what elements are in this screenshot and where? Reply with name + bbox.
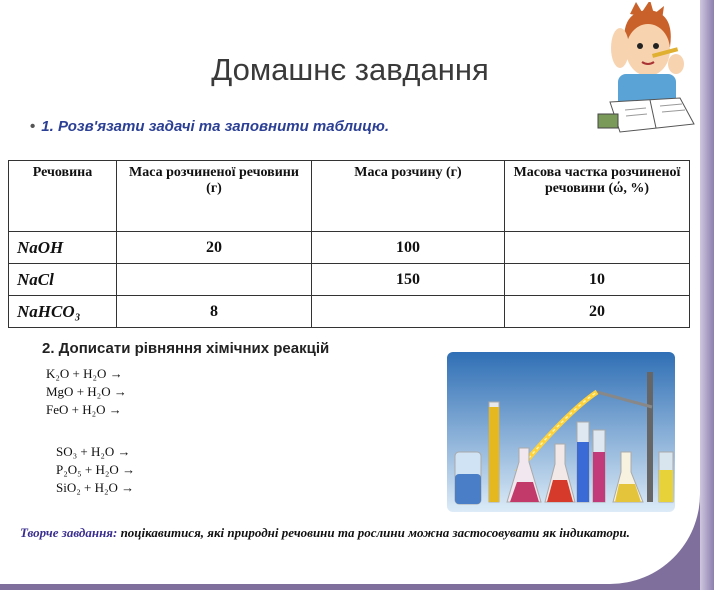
equation-feo: FeO + H₂O →: [46, 402, 122, 417]
cell-solution-mass: [312, 296, 505, 328]
table-row: [9, 296, 690, 328]
solutions-table: [8, 160, 690, 328]
task-2-title: 2. Дописати рівняння хімічних реакцій: [42, 340, 330, 357]
lab-glassware-image: [447, 352, 675, 512]
equation-mgo: MgO + H₂O →: [46, 384, 127, 399]
header-solution-mass: Маса розчину (г): [312, 161, 505, 232]
cell-substance: NaHCO₃: [9, 296, 117, 328]
studying-boy-illustration: [590, 2, 700, 142]
creative-task-label: Творче завдання:: [20, 525, 118, 540]
equation-p2o5: P₂O₅ + H₂O →: [56, 462, 136, 477]
creative-task-text: поцікавитися, які природні речовини та рослини можна застосовувати як індикатори.: [120, 525, 630, 540]
cell-solution-mass: 150: [312, 264, 505, 296]
task-1-text: 1. Розв'язати задачі та заповнити таблицю.: [41, 118, 390, 135]
cell-solution-mass: 100: [312, 232, 505, 264]
cell-solute-mass: 20: [117, 232, 312, 264]
equation-k2o: K₂O + H₂O →: [46, 366, 123, 381]
task-1: [30, 118, 389, 135]
bullet: •: [30, 118, 36, 135]
table-row: [9, 232, 690, 264]
table-row: [9, 264, 690, 296]
cell-mass-fraction: 10: [505, 264, 690, 296]
cell-mass-fraction: 20: [505, 296, 690, 328]
equation-sio2: SiO₂ + H₂O →: [56, 480, 135, 495]
header-mass-fraction: Масова частка розчиненої речовини (ώ, %): [505, 161, 690, 232]
cell-substance: NaCl: [9, 264, 117, 296]
cell-solute-mass: 8: [117, 296, 312, 328]
creative-task: [20, 524, 660, 542]
table-header-row: [9, 161, 690, 232]
cell-mass-fraction: [505, 232, 690, 264]
page-title: Домашнє завдання: [211, 52, 489, 87]
right-shade: [700, 0, 714, 590]
cell-substance: NaOH: [9, 232, 117, 264]
equation-so3: SO₃ + H₂O →: [56, 444, 131, 459]
header-substance: Речовина: [9, 161, 117, 232]
cell-solute-mass: [117, 264, 312, 296]
header-solute-mass: Маса розчиненої речовини (г): [117, 161, 312, 232]
